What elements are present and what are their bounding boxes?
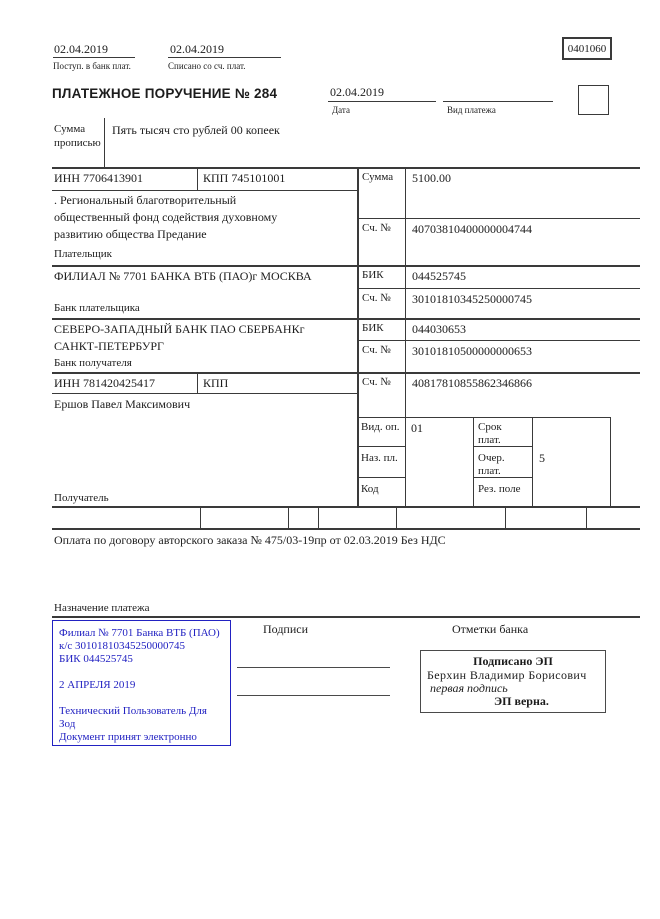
- table-border: [357, 340, 640, 341]
- date-label: Дата: [332, 105, 350, 115]
- sum-label: Сумма: [362, 171, 394, 183]
- stamp-bank-name: Филиал № 7701 Банка ВТБ (ПАО): [59, 627, 220, 639]
- stamp-bik: БИК 044525745: [59, 653, 133, 665]
- signature-line: [237, 667, 390, 668]
- signed-ep-title: Подписано ЭП: [473, 654, 553, 668]
- receiver-bank-name-line: СЕВЕРО-ЗАПАДНЫЙ БАНК ПАО СБЕРБАНКг: [54, 322, 305, 336]
- reserve-field-label: Рез. поле: [478, 483, 521, 495]
- table-border: [52, 318, 640, 320]
- table-border: [357, 446, 405, 447]
- receiver-account: 40817810855862346866: [412, 376, 532, 390]
- document-title: ПЛАТЕЖНОЕ ПОРУЧЕНИЕ № 284: [52, 86, 278, 101]
- form-code: 0401060: [567, 42, 607, 55]
- pay-order-label: Очер. плат.: [478, 452, 505, 477]
- table-border: [197, 372, 198, 393]
- ep-verified: ЭП верна.: [494, 694, 549, 708]
- payer-bank-label: Банк плательщика: [54, 302, 140, 314]
- payer-bank-account-label: Сч. №: [362, 292, 391, 304]
- stamp-tech-user-line: Зод: [59, 718, 76, 730]
- payment-purpose-text: Оплата по договору авторского заказа № 475/03-19пр от 02.03.2019 Без НДС: [54, 533, 446, 547]
- bank-marks-label: Отметки банка: [452, 622, 529, 636]
- table-border: [52, 265, 640, 267]
- receiver-label: Получатель: [54, 492, 109, 504]
- pay-term-label: Срок плат.: [478, 421, 502, 446]
- table-border: [532, 417, 533, 506]
- receiver-inn: ИНН 781420425417: [54, 376, 155, 390]
- signature-type: первая подпись: [430, 681, 508, 695]
- form-code-box: [562, 37, 612, 60]
- received-date-underline: [53, 57, 135, 58]
- receiver-bank-name-line: САНКТ-ПЕТЕРБУРГ: [54, 339, 164, 353]
- payer-bank-account: 30101810345250000745: [412, 292, 532, 306]
- document-date: 02.04.2019: [330, 85, 384, 99]
- table-border: [610, 417, 611, 506]
- payer-account: 40703810400000004744: [412, 222, 532, 236]
- payer-bank-bik: 044525745: [412, 269, 466, 283]
- payer-name-line: развитию общества Предание: [54, 227, 207, 241]
- stamp-tech-user-line: Технический Пользователь Для: [59, 705, 207, 717]
- payer-name-line: . Региональный благотворительный: [54, 193, 237, 207]
- receiver-bank-label: Банк получателя: [54, 357, 132, 369]
- bank-stamp-box: [52, 620, 231, 746]
- payer-account-label: Сч. №: [362, 222, 391, 234]
- bank-mark-box: [420, 650, 606, 713]
- table-border: [586, 506, 587, 528]
- debited-date: 02.04.2019: [170, 42, 224, 56]
- received-in-bank-date: 02.04.2019: [54, 42, 108, 56]
- signatures-label: Подписи: [263, 622, 309, 636]
- table-border: [197, 167, 198, 190]
- debited-label: Списано со сч. плат.: [168, 61, 246, 71]
- date-underline: [328, 101, 436, 102]
- amount-in-words: Пять тысяч сто рублей 00 копеек: [112, 123, 280, 137]
- op-type-value: 01: [411, 421, 423, 435]
- table-border: [52, 167, 640, 169]
- table-border: [104, 118, 105, 167]
- table-border: [52, 190, 357, 191]
- receiver-account-label: Сч. №: [362, 376, 391, 388]
- table-border: [505, 506, 506, 528]
- table-border: [357, 417, 610, 418]
- code-label: Код: [361, 483, 379, 495]
- table-border: [288, 506, 289, 528]
- table-border: [52, 616, 640, 618]
- payer-inn: ИНН 7706413901: [54, 171, 143, 185]
- table-border: [357, 477, 405, 478]
- payer-name-line: общественный фонд содействия духовному: [54, 210, 278, 224]
- payment-purpose-label: Назначение платежа: [54, 602, 150, 614]
- table-border: [52, 372, 640, 374]
- stamp-corr-account: к/с 30101810345250000745: [59, 640, 186, 652]
- table-border: [473, 417, 474, 506]
- payer-bank-bik-label: БИК: [362, 269, 384, 281]
- payment-type-label: Вид платежа: [447, 105, 496, 115]
- payer-bank-name: ФИЛИАЛ № 7701 БАНКА ВТБ (ПАО)г МОСКВА: [54, 269, 312, 283]
- table-border: [52, 393, 357, 394]
- receiver-kpp-label: КПП: [203, 376, 229, 390]
- debited-date-underline: [168, 57, 281, 58]
- payment-type-underline: [443, 101, 553, 102]
- payer-label: Плательщик: [54, 248, 112, 260]
- amount-in-words-label: Сумма прописью: [54, 123, 101, 149]
- purpose-code-label: Наз. пл.: [361, 452, 398, 464]
- receiver-bank-bik: 044030653: [412, 322, 466, 336]
- table-border: [52, 528, 640, 530]
- table-border: [357, 288, 640, 289]
- table-border: [200, 506, 201, 528]
- signer-name: Берхин Владимир Борисович: [427, 668, 587, 682]
- signature-line: [237, 695, 390, 696]
- pay-order-value: 5: [539, 451, 545, 465]
- payment-type-box: [578, 85, 609, 115]
- received-in-bank-label: Поступ. в банк плат.: [53, 61, 131, 71]
- table-border: [396, 506, 397, 528]
- table-border: [52, 506, 640, 508]
- stamp-date: 2 АПРЕЛЯ 2019: [59, 679, 136, 691]
- stamp-doc-note: Документ принят электронно: [59, 731, 197, 743]
- payer-kpp: КПП 745101001: [203, 171, 286, 185]
- op-type-label: Вид. оп.: [361, 421, 400, 433]
- receiver-bank-account-label: Сч. №: [362, 344, 391, 356]
- receiver-bank-bik-label: БИК: [362, 322, 384, 334]
- receiver-bank-account: 30101810500000000653: [412, 344, 532, 358]
- table-border: [318, 506, 319, 528]
- sum-value: 5100.00: [412, 171, 451, 185]
- table-border: [357, 218, 640, 219]
- receiver-name: Ершов Павел Максимович: [54, 397, 191, 411]
